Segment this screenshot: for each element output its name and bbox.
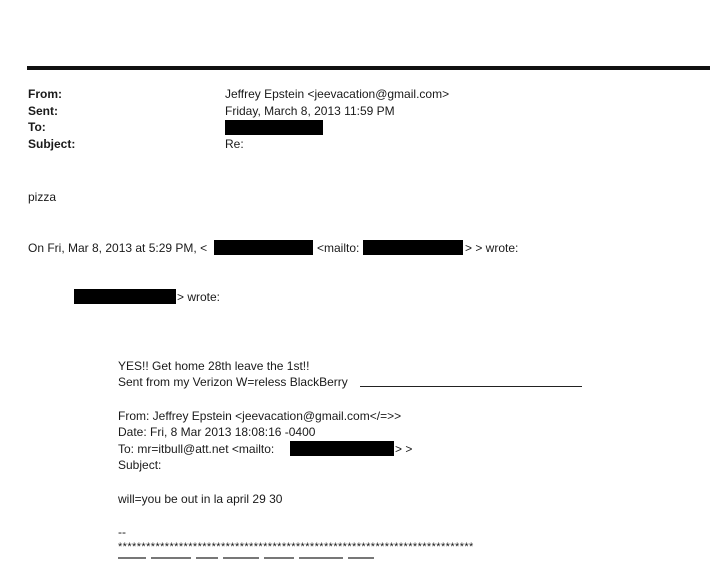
sent-value: Friday, March 8, 2013 11:59 PM [225,104,395,118]
forwarded-body: will=you be out in la april 29 30 [118,492,283,506]
quote2-redaction [74,289,176,304]
to-label: To: [28,120,46,134]
header-rule [27,66,710,70]
quote1-prefix: On Fri, Mar 8, 2013 at 5:29 PM, < [28,241,208,255]
forwarded-to-prefix: To: mr=itbull@att.net <mailto: [118,442,275,456]
quote1-mailto: <mailto: [317,241,360,255]
signature-stars: **************************************************************************** [118,541,474,553]
sent-label: Sent: [28,104,58,118]
subject-value: Re: [225,137,244,151]
quote1-name-redaction [214,240,313,255]
quote2-suffix: > wrote: [177,290,221,304]
signature-underline [360,386,582,387]
quote1-email-redaction [363,240,463,255]
forwarded-subject: Subject: [118,458,162,472]
forwarded-to-redaction [290,441,394,456]
signature-dash: -- [118,525,126,539]
message-line-2: Sent from my Verizon W=reless BlackBerry [118,375,348,389]
message-line-1: YES!! Get home 28th leave the 1st!! [118,359,310,373]
from-value: Jeffrey Epstein <jeevacation@gmail.com> [225,87,450,101]
quote1-suffix: > > wrote: [465,241,519,255]
forwarded-from: From: Jeffrey Epstein <jeevacation@gmail.com</=>> [118,409,402,423]
reply-text: pizza [28,190,57,204]
forwarded-to-suffix: > > [395,442,413,456]
truncated-text-line [118,557,418,562]
to-redaction [225,120,323,135]
forwarded-date: Date: Fri, 8 Mar 2013 18:08:16 -0400 [118,425,316,439]
subject-label: Subject: [28,137,76,151]
from-label: From: [28,87,62,101]
